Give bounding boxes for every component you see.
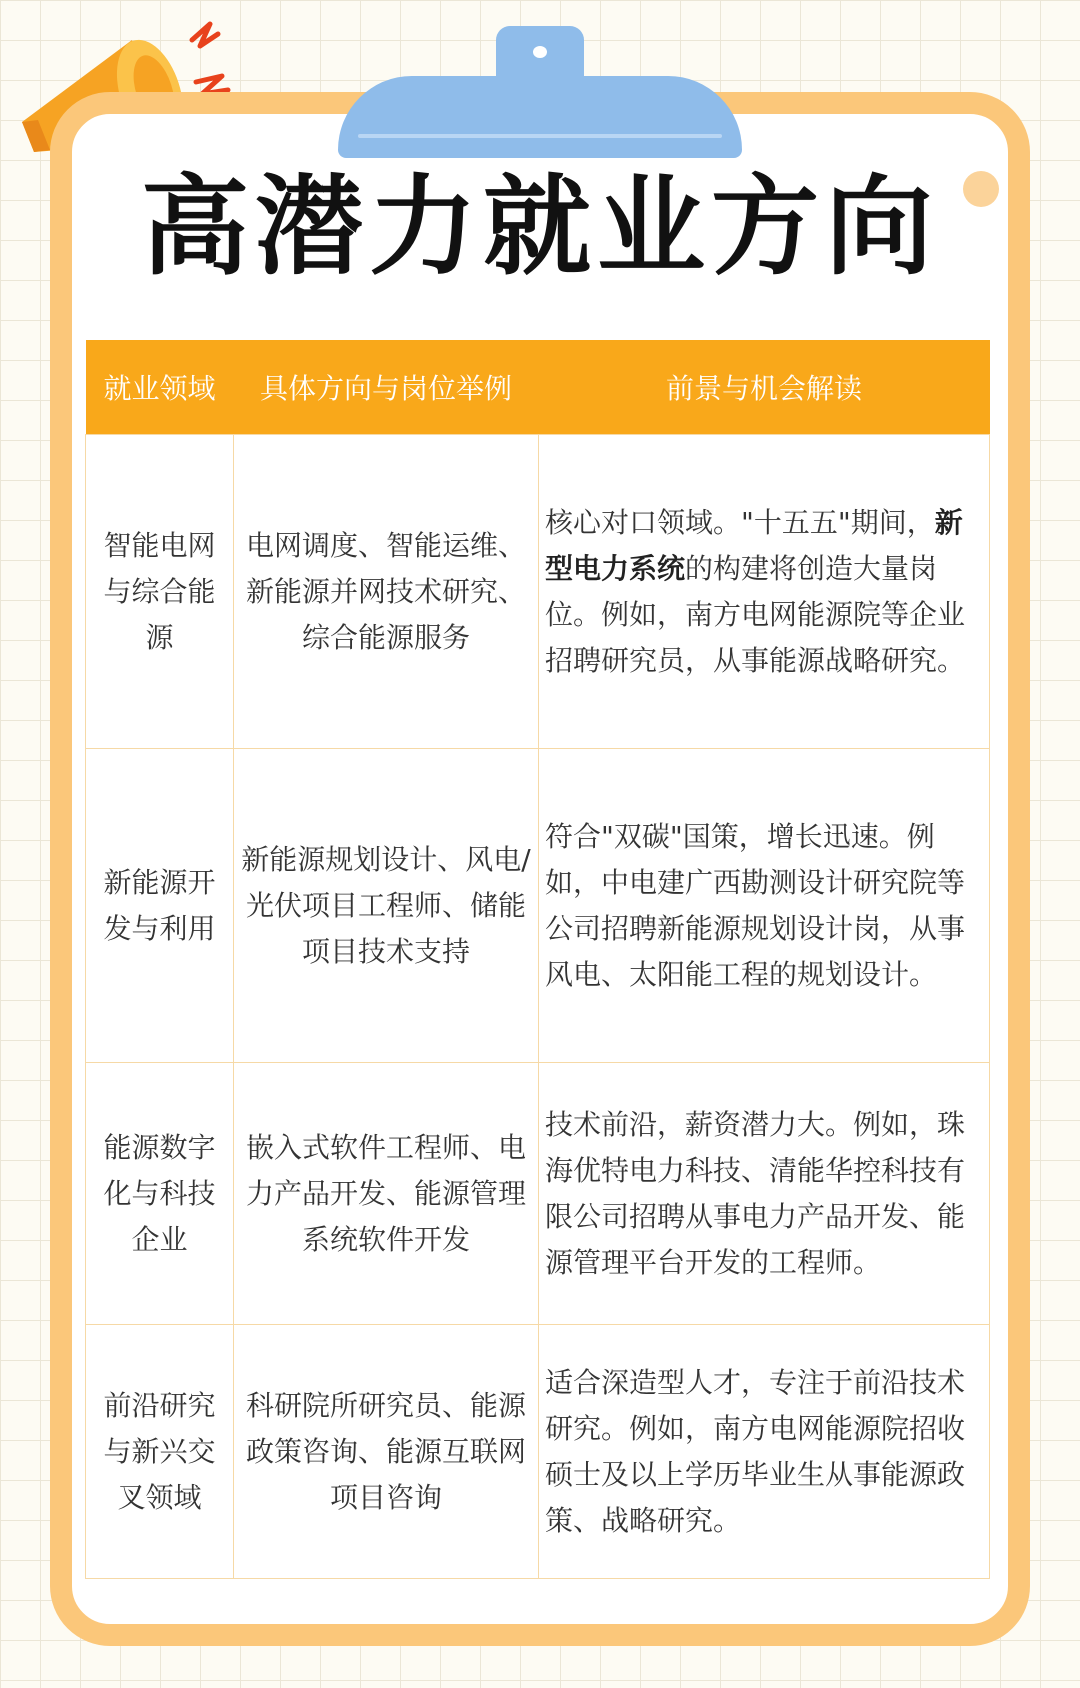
table-row [86, 749, 990, 1063]
header-direction: 具体方向与岗位举例 [234, 340, 539, 435]
row-direction: 嵌入式软件工程师、电力产品开发、能源管理系统软件开发 [234, 1063, 539, 1325]
header-field: 就业领域 [86, 340, 234, 435]
outlook-text-pre: 核心对口领域。"十五五"期间， [545, 505, 935, 539]
header-outlook: 前景与机会解读 [539, 340, 990, 435]
row-field: 能源数字化与科技企业 [86, 1063, 234, 1325]
table-row [86, 435, 990, 749]
outlook-text-post: 的构建将创造大量岗位。例如，南方电网能源院等企业招聘研究员，从事能源战略研究。 [545, 551, 966, 677]
row-direction: 电网调度、智能运维、新能源并网技术研究、综合能源服务 [234, 435, 539, 749]
row-field: 前沿研究与新兴交叉领域 [86, 1325, 234, 1579]
employment-table [85, 340, 990, 1579]
page-title: 高潜力就业方向 [140, 165, 939, 290]
row-direction: 科研院所研究员、能源政策咨询、能源互联网项目咨询 [234, 1325, 539, 1579]
row-field: 智能电网与综合能源 [86, 435, 234, 749]
table-row [86, 1325, 990, 1579]
table-header-row [86, 340, 990, 435]
row-outlook [539, 435, 990, 749]
row-outlook: 适合深造型人才，专注于前沿技术研究。例如，南方电网能源院招收硕士及以上学历毕业生从事能源政策、战略研究。 [539, 1325, 990, 1579]
row-field: 新能源开发与利用 [86, 749, 234, 1063]
row-outlook: 技术前沿，薪资潜力大。例如，珠海优特电力科技、清能华控科技有限公司招聘从事电力产品开发、能源管理平台开发的工程师。 [539, 1063, 990, 1325]
row-direction: 新能源规划设计、风电/光伏项目工程师、储能项目技术支持 [234, 749, 539, 1063]
row-outlook: 符合"双碳"国策，增长迅速。例如，中电建广西勘测设计研究院等公司招聘新能源规划设计岗，从事风电、太阳能工程的规划设计。 [539, 749, 990, 1063]
outlook-highlight: 新型电力系统 [545, 505, 963, 585]
table-row [86, 1063, 990, 1325]
clipboard-clip [338, 26, 742, 136]
